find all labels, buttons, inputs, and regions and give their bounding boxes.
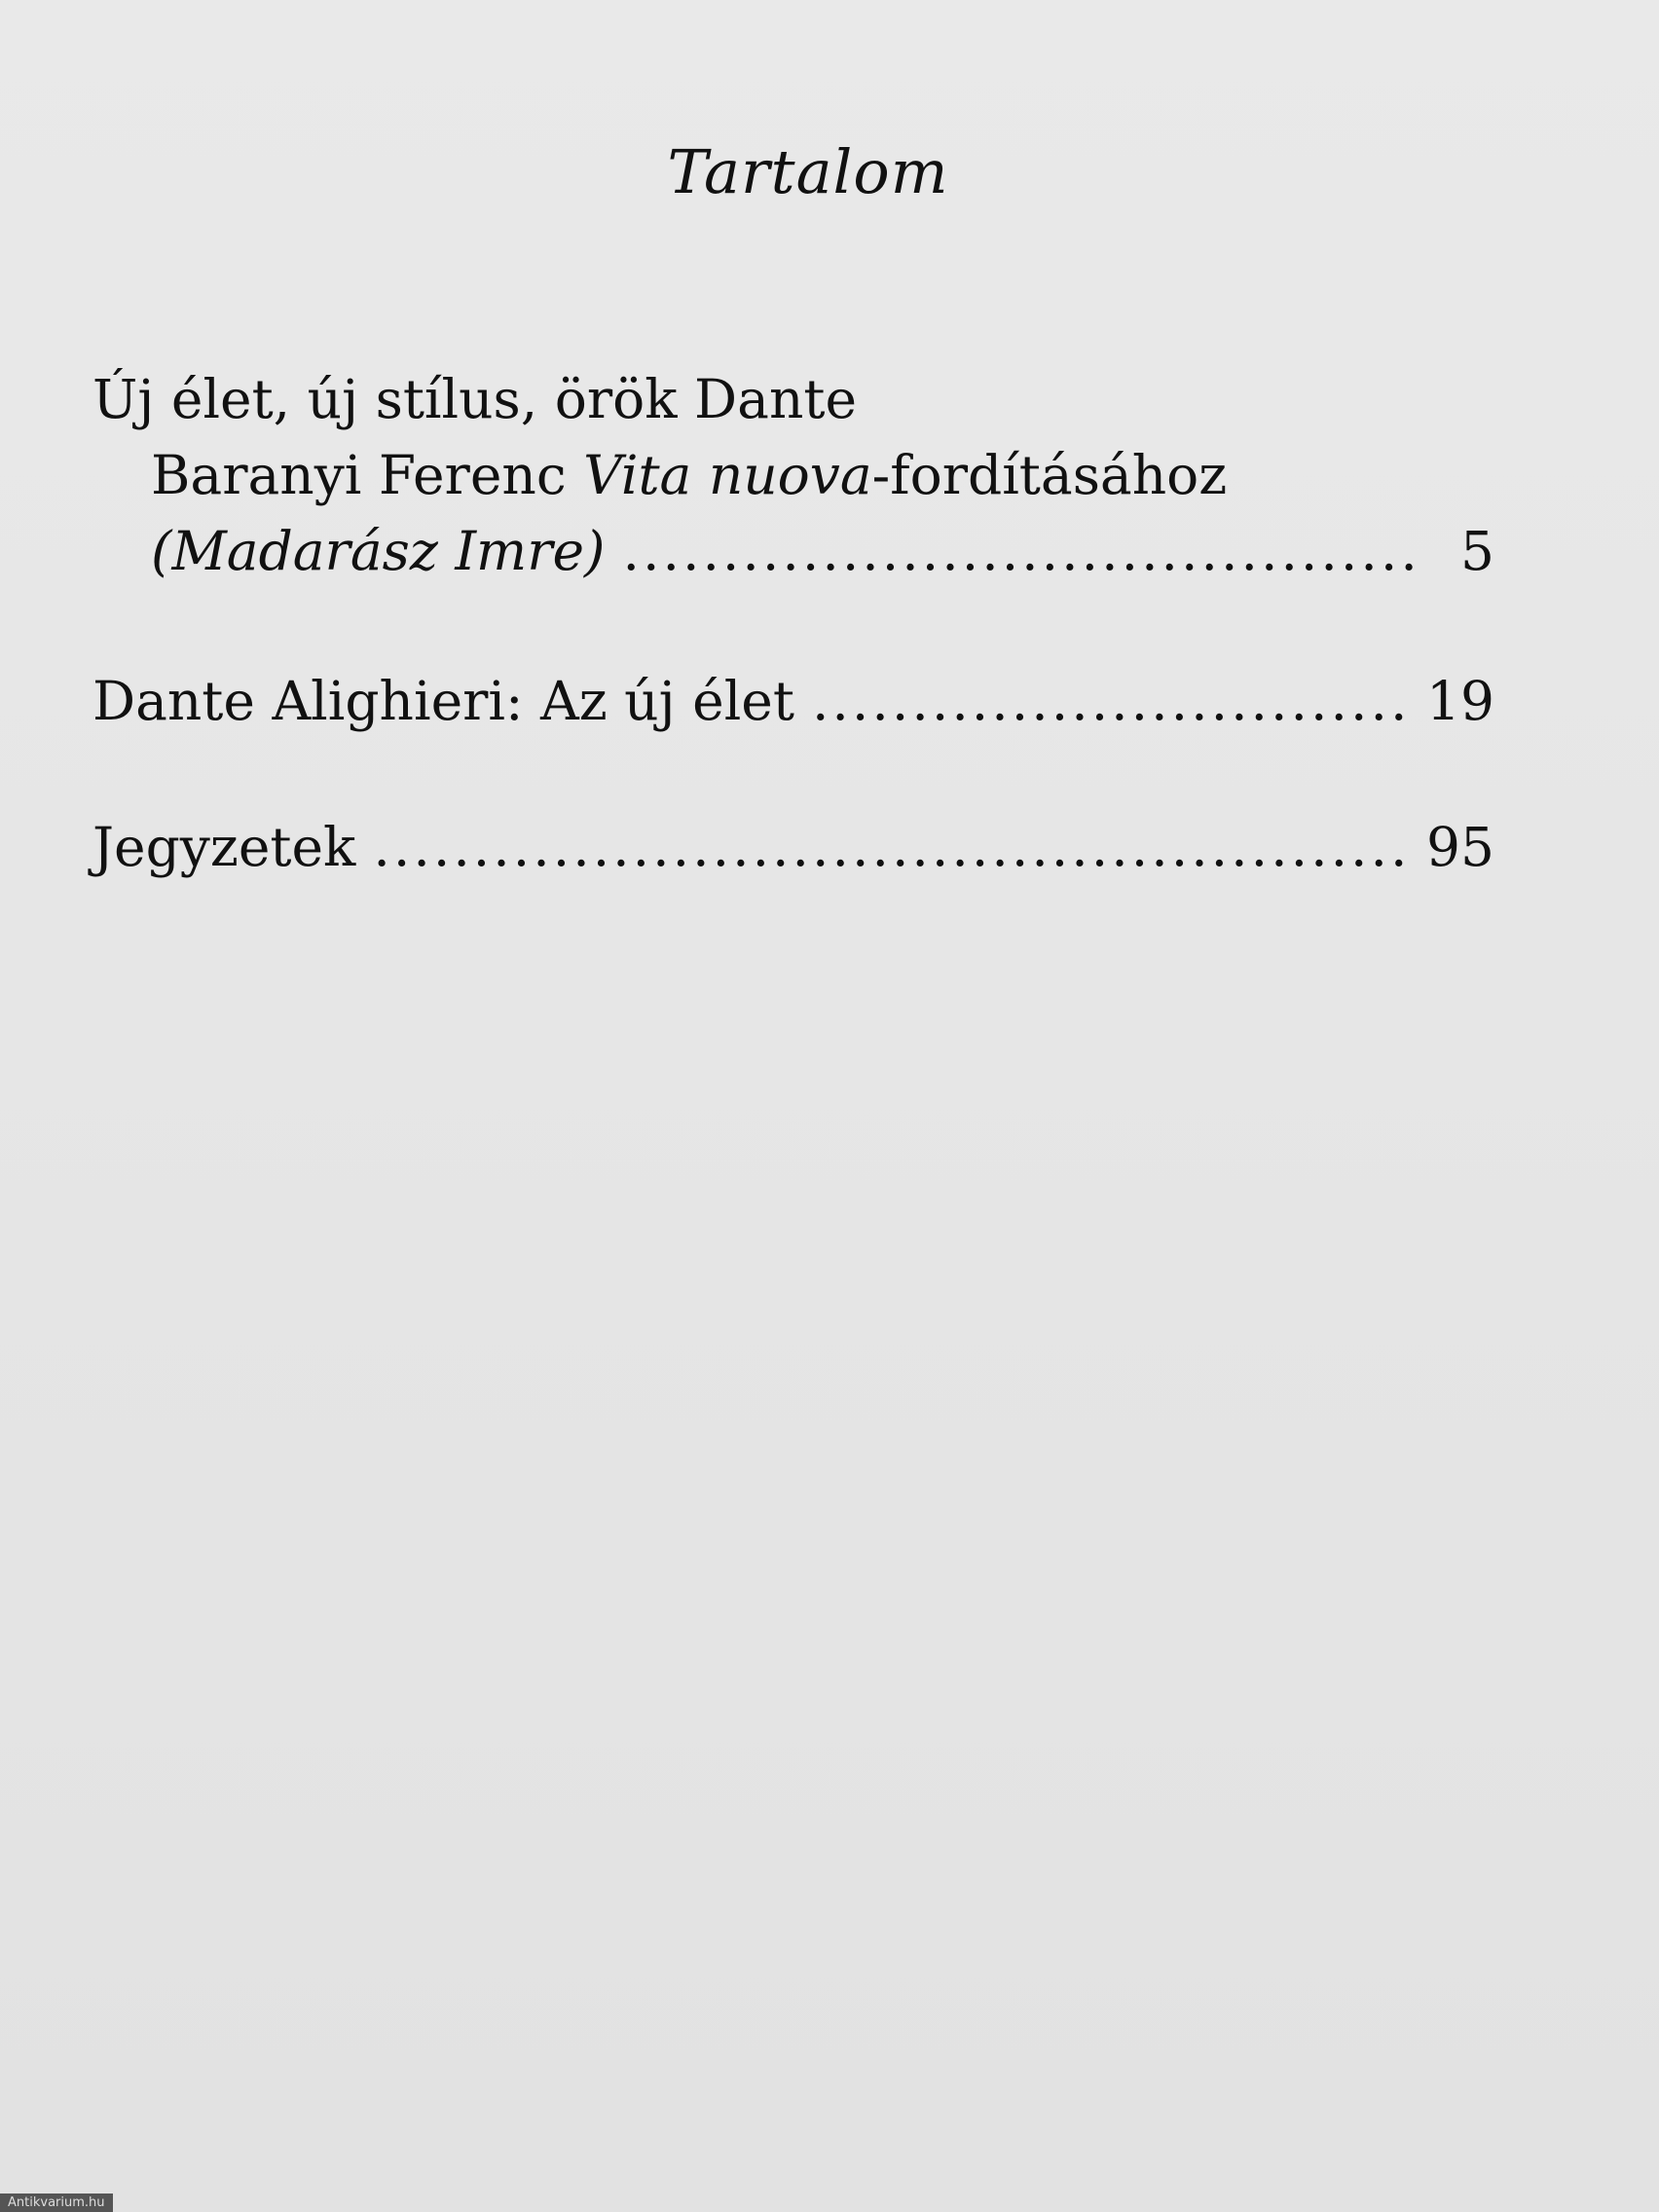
- toc-entry-3-title: Jegyzetek: [92, 816, 356, 878]
- dot-leader: [812, 662, 1409, 740]
- toc-entry-1-subtitle-prefix: Baranyi Ferenc: [151, 444, 584, 506]
- toc-entry-1-subtitle-italic: Vita nuova: [583, 444, 872, 506]
- toc-entry-3: [92, 808, 1494, 886]
- watermark: Antikvarium.hu: [0, 2194, 113, 2212]
- toc-entry-1-page: 5: [1460, 520, 1494, 582]
- toc-entry-2: [92, 662, 1494, 740]
- dot-leader: [373, 808, 1409, 886]
- toc-entry-2-page: 19: [1426, 670, 1494, 732]
- toc-entry-1-title: Új élet, új stílus, örök Dante: [92, 368, 858, 430]
- toc-entry-2-title: Dante Alighieri: Az új élet: [92, 670, 794, 732]
- toc-entry-1-author-row: [151, 512, 1494, 590]
- dot-leader: [623, 512, 1419, 590]
- toc-entry-1-subtitle-suffix: -fordításához: [871, 444, 1228, 506]
- toc-entry-3-page: 95: [1426, 816, 1494, 878]
- page-title: Tartalom: [667, 136, 949, 207]
- toc-entry-1-subtitle: [151, 436, 1227, 514]
- toc-entry-1-author: (Madarász Imre): [151, 520, 606, 582]
